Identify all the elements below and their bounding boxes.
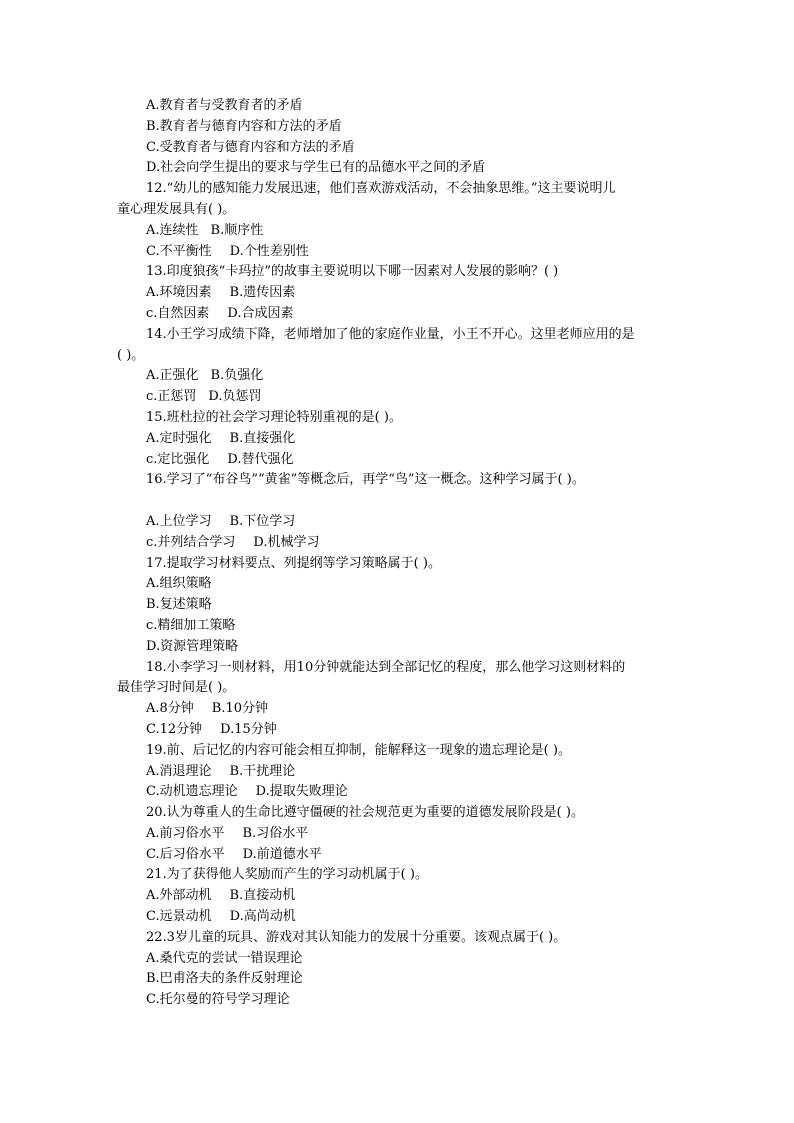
q12-stem-line2: 童心理发展具有( )。 [117,201,236,217]
q20-options-row1 [117,824,677,845]
q14-stem-line2: ( )。 [117,347,145,363]
q19-option-c: C.动机遗忘理论 [146,784,238,800]
q21-option-b: B.直接动机 [229,888,296,904]
q17-option-d: D.资源管理策略 [146,638,239,654]
q20-option-d: D.前道德水平 [242,846,322,862]
q19-option-b: B.干扰理论 [229,763,296,779]
q18-option-d: D.15分钟 [220,721,277,737]
q18-option-c: C.12分钟 [146,721,203,737]
q15-option-c: c.定比强化 [146,451,210,467]
q17-option-b: B.复述策略 [146,597,212,613]
q18-option-a: A.8分钟 [146,701,194,717]
q14-option-c: c.正惩罚 [146,389,197,405]
q13-option-c: c.自然因素 [146,305,210,321]
q16-option-c: c.并列结合学习 [146,534,236,550]
q12-options-row2 [117,242,677,263]
blank-line [117,491,677,512]
q22-option-a: A.桑代克的尝试一错误理论 [146,950,303,966]
q16-option-a: A.上位学习 [146,513,212,529]
q15-option-a: A.定时强化 [146,430,212,446]
q20-option-b: B.习俗水平 [242,825,309,841]
q21-option-a: A.外部动机 [146,888,212,904]
q21-option-d: D.高尚动机 [229,909,296,925]
q18-options-row2 [117,720,677,741]
q16-option-d: D.机械学习 [253,534,320,550]
q18-options-row1 [117,699,677,720]
q22-option-c: C.托尔曼的符号学习理论 [146,992,290,1008]
q11-option-d: D.社会向学生提出的要求与学生已有的品德水平之间的矛盾 [146,160,486,176]
q21-options-row2 [117,907,677,928]
q21-options-row1 [117,886,677,907]
q18-stem-line1: 18.小李学习一则材料，用10分钟就能达到全部记忆的程度，那么他学习这则材料的 [146,659,626,675]
q12-option-d: D.个性差别性 [229,243,309,259]
q15-options-row1 [117,429,677,450]
q14-options-row1 [117,366,677,387]
q19-stem: 19.前、后记忆的内容可能会相互抑制，能解释这一现象的遗忘理论是( )。 [146,742,571,758]
q22-stem: 22.3岁儿童的玩具、游戏对其认知能力的发展十分重要。该观点属于( )。 [146,929,567,945]
q12-option-a: A.连续性 [146,222,199,238]
q13-option-a: A.环境因素 [146,285,212,301]
q14-option-d: D.负惩罚 [208,389,262,405]
q13-stem: 13.印度狼孩“卡玛拉”的故事主要说明以下哪一因素对人发展的影响？( ) [146,264,559,280]
q13-option-b: B.遗传因素 [229,285,296,301]
q18-stem-line2: 最佳学习时间是( )。 [117,680,236,696]
q14-stem-line1: 14.小王学习成绩下降，老师增加了他的家庭作业量，小王不开心。这里老师应用的是 [146,326,635,342]
q12-stem-line1: 12.“幼儿的感知能力发展迅速，他们喜欢游戏活动，不会抽象思维。”这主要说明儿 [146,181,616,197]
q20-options-row2 [117,845,677,866]
q15-stem: 15.班杜拉的社会学习理论特别重视的是( )。 [146,409,402,425]
q12-option-b: B.顺序性 [210,222,264,238]
q12-option-c: C.不平衡性 [146,243,212,259]
q11-option-a: A.教育者与受教育者的矛盾 [146,98,303,113]
q19-option-a: A.消退理论 [146,763,212,779]
q11-option-c: C.受教育者与德育内容和方法的矛盾 [146,139,355,155]
q14-option-a: A.正强化 [146,368,199,384]
q15-option-d: D.替代强化 [227,451,294,467]
q13-options-row2 [117,304,677,325]
q13-options-row1 [117,283,677,304]
q17-stem: 17.提取学习材料要点、列提纲等学习策略属于( )。 [146,555,441,571]
q20-stem: 20.认为尊重人的生命比遵守僵硬的社会规范更为重要的道德发展阶段是( )。 [146,805,584,821]
q17-option-c: c.精细加工策略 [146,617,236,633]
q14-option-b: B.负强化 [210,368,264,384]
q19-options-row2 [117,782,677,803]
q16-options-row1 [117,512,677,533]
q16-options-row2 [117,533,677,554]
q13-option-d: D.合成因素 [227,305,294,321]
q20-option-a: A.前习俗水平 [146,825,225,841]
q14-options-row2 [117,387,677,408]
q19-options-row1 [117,762,677,783]
q17-option-a: A.组织策略 [146,576,212,592]
q12-options-row1 [117,221,677,242]
q16-option-b: B.下位学习 [229,513,296,529]
q21-stem: 21.为了获得他人奖励而产生的学习动机属于( )。 [146,867,428,883]
q18-option-b: B.10分钟 [211,701,269,717]
q15-option-b: B.直接强化 [229,430,296,446]
q11-option-b: B.教育者与德育内容和方法的矛盾 [146,118,342,134]
q16-stem: 16.学习了“布谷鸟”“黄雀”等概念后，再学“鸟”这一概念。这种学习属于( )。 [146,472,585,488]
q19-option-d: D.提取失败理论 [255,784,348,800]
q15-options-row2 [117,450,677,471]
q20-option-c: C.后习俗水平 [146,846,225,862]
q21-option-c: C.远景动机 [146,909,212,925]
question-list [117,96,677,1011]
q22-option-b: B.巴甫洛夫的条件反射理论 [146,971,303,987]
